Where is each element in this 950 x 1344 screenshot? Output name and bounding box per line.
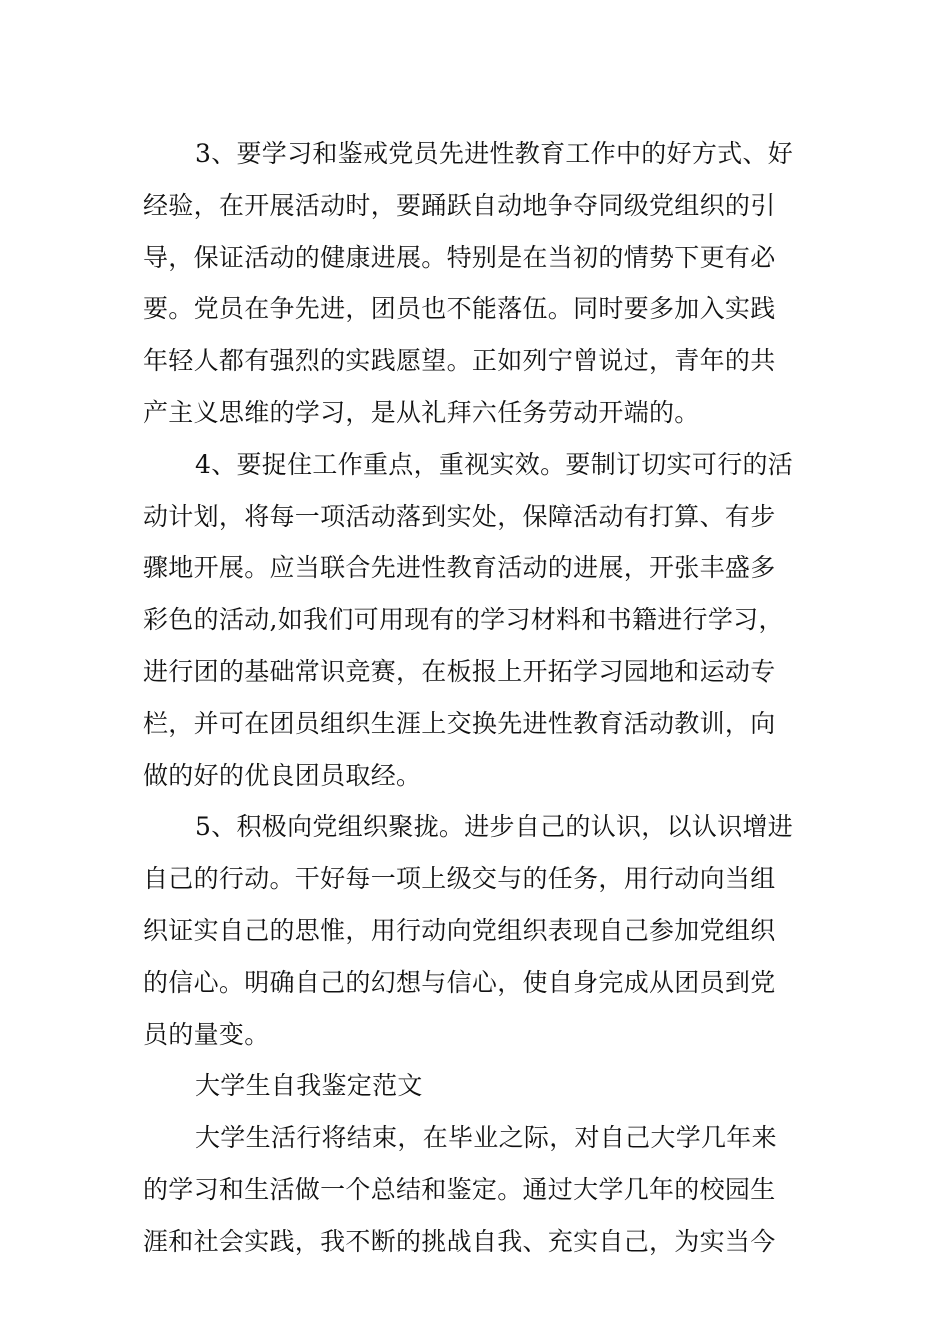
text-line: 3、要学习和鉴戒党员先进性教育工作中的好方式、好 bbox=[195, 139, 794, 168]
text-line: 的信心。明确自己的幻想与信心，使自身完成从团员到党 bbox=[143, 967, 776, 997]
text-line: 彩色的活动,如我们可用现有的学习材料和书籍进行学习， bbox=[143, 605, 784, 635]
text-line: 4、要捉住工作重点，重视实效。要制订切实可行的活 bbox=[195, 449, 794, 479]
text-line: 织证实自己的思惟，用行动向党组织表现自己参加党组织 bbox=[143, 915, 776, 945]
text-line: 骤地开展。应当联合先进性教育活动的进展，开张丰盛多 bbox=[143, 553, 776, 583]
text-line: 的学习和生活做一个总结和鉴定。通过大学几年的校园生 bbox=[143, 1174, 776, 1204]
section-heading: 大学生自我鉴定范文 bbox=[195, 1071, 423, 1101]
text-line: 年轻人都有强烈的实践愿望。正如列宁曾说过，青年的共 bbox=[143, 346, 776, 376]
text-line: 涯和社会实践，我不断的挑战自我、充实自己，为实当今 bbox=[143, 1226, 776, 1256]
text-line: 进行团的基础常识竞赛，在板报上开拓学习园地和运动专 bbox=[143, 656, 776, 686]
text-line: 自己的行动。干好每一项上级交与的任务，用行动向当组 bbox=[143, 864, 776, 894]
text-line: 大学生活行将结束，在毕业之际，对自己大学几年来 bbox=[195, 1123, 777, 1153]
text-line: 经验，在开展活动时，要踊跃自动地争夺同级党组织的引 bbox=[143, 190, 776, 220]
text-line: 做的好的优良团员取经。 bbox=[143, 760, 422, 790]
text-line: 产主义思维的学习，是从礼拜六任务劳动开端的。 bbox=[143, 397, 700, 427]
text-line: 5、积极向党组织聚拢。进步自己的认识，以认识增进 bbox=[195, 812, 794, 842]
text-line: 要。党员在争先进，团员也不能落伍。同时要多加入实践 bbox=[143, 294, 776, 324]
text-line: 动计划，将每一项活动落到实处，保障活动有打算、有步 bbox=[143, 501, 776, 531]
text-line: 导，保证活动的健康进展。特别是在当初的情势下更有必 bbox=[143, 242, 776, 272]
document-body bbox=[143, 128, 808, 1268]
text-line: 栏，并可在团员组织生涯上交换先进性教育活动教训，向 bbox=[143, 708, 776, 738]
text-line: 员的量变。 bbox=[143, 1019, 270, 1049]
